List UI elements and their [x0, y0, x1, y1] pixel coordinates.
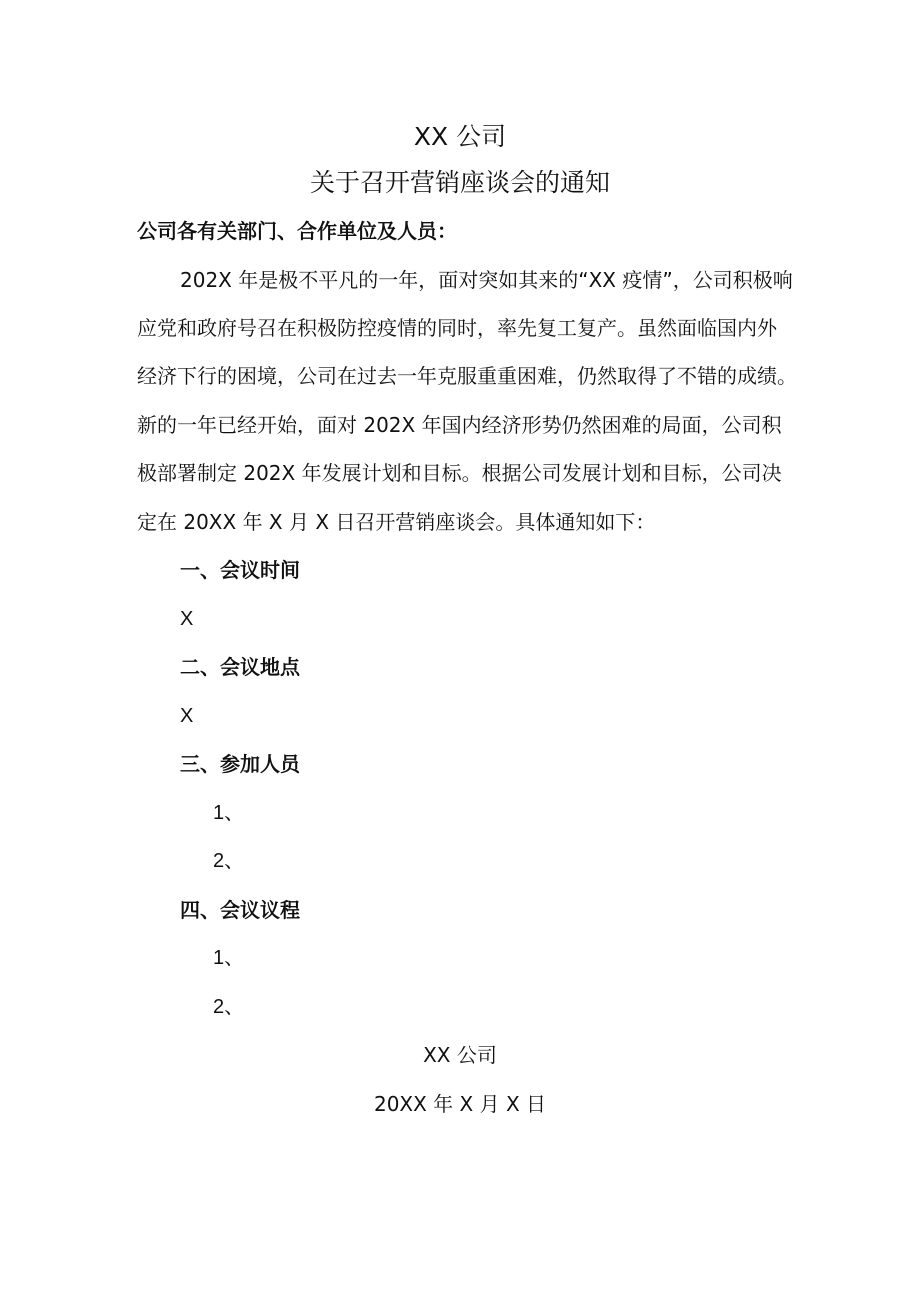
- agenda-item: 1、: [213, 947, 245, 969]
- company-title: XX 公司: [413, 122, 507, 151]
- attendee-item: 1、: [213, 802, 245, 824]
- body-line: 定在 20XX 年 X 月 X 日召开营销座谈会。具体通知如下：: [137, 510, 656, 534]
- body-line: 新的一年已经开始，面对 202X 年国内经济形势仍然困难的局面，公司积: [137, 413, 782, 437]
- section-heading-location: 二、会议地点: [180, 655, 300, 679]
- signature-company: XX 公司: [423, 1043, 497, 1067]
- meeting-time-value: X: [180, 608, 194, 630]
- signature-date: 20XX 年 X 月 X 日: [373, 1092, 547, 1116]
- section-heading-attendees: 三、参加人员: [180, 752, 300, 776]
- attendee-item: 2、: [213, 850, 245, 872]
- section-heading-agenda: 四、会议议程: [180, 898, 300, 922]
- body-line: 极部署制定 202X 年发展计划和目标。根据公司发展计划和目标，公司决: [137, 461, 782, 485]
- meeting-location-value: X: [180, 705, 194, 727]
- section-heading-time: 一、会议时间: [180, 558, 300, 582]
- body-line: 经济下行的困境，公司在过去一年克服重重困难，仍然取得了不错的成绩。: [137, 364, 797, 388]
- agenda-item: 2、: [213, 996, 245, 1018]
- salutation: 公司各有关部门、合作单位及人员：: [137, 219, 457, 243]
- body-line: 202X 年是极不平凡的一年，面对突如其来的“XX 疫情”，公司积极响: [180, 268, 793, 292]
- notice-title: 关于召开营销座谈会的通知: [309, 168, 610, 197]
- body-line: 应党和政府号召在积极防控疫情的同时，率先复工复产。虽然面临国内外: [137, 316, 777, 340]
